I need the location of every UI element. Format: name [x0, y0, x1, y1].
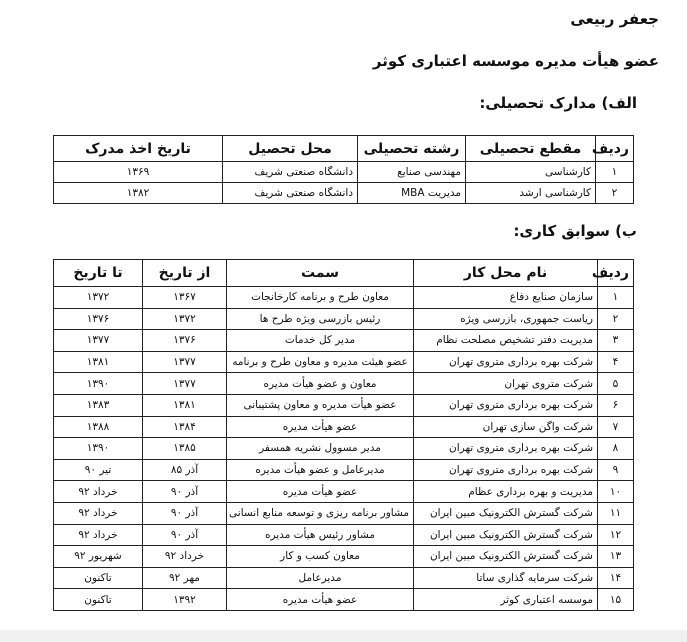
cell-from: ۱۳۸۵ [143, 438, 227, 460]
header-row-number: ردیف [596, 136, 634, 162]
header-date: تاریخ اخذ مدرک [54, 136, 223, 162]
table-row [54, 308, 634, 330]
cell-workplace: شرکت بهره برداری متروی تهران [414, 438, 598, 460]
cell-date: ۱۳۶۹ [54, 162, 223, 183]
cell-from: آذر ۹۰ [143, 481, 227, 503]
cell-title: مشاور برنامه ریزی و توسعه منابع انسانی [227, 502, 414, 524]
cell-place: دانشگاه صنعتی شریف [223, 162, 358, 183]
cell-workplace: شرکت گسترش الکترونیک مبین ایران [414, 546, 598, 568]
cell-workplace: مدیریت دفتر تشخیص مصلحت نظام [414, 330, 598, 352]
cell-row: ۴ [598, 351, 634, 373]
table-row [54, 351, 634, 373]
person-name: جعفر ربیعی [570, 10, 659, 28]
cell-from: ۱۳۷۲ [143, 308, 227, 330]
cell-to: ۱۳۸۱ [54, 351, 143, 373]
cell-to: ۱۳۸۸ [54, 416, 143, 438]
cell-title: معاون طرح و برنامه کارخانجات [227, 287, 414, 309]
header-place: محل تحصیل [223, 136, 358, 162]
cell-to: ۱۳۷۲ [54, 287, 143, 309]
education-table [53, 135, 634, 204]
cell-row: ۳ [598, 330, 634, 352]
cell-title: مدیر مسوول نشریه همسفر [227, 438, 414, 460]
cell-row: ۱۵ [598, 589, 634, 611]
cell-to: تاکنون [54, 589, 143, 611]
cell-from: آذر ۹۰ [143, 524, 227, 546]
table-row [54, 524, 634, 546]
cell-from: خرداد ۹۲ [143, 546, 227, 568]
cell-from: ۱۳۸۴ [143, 416, 227, 438]
education-heading: الف) مدارک تحصیلی: [479, 94, 637, 112]
header-from: از تاریخ [143, 260, 227, 287]
cell-from: آذر ۸۵ [143, 459, 227, 481]
cell-row: ۲ [598, 308, 634, 330]
career-table [53, 259, 634, 611]
cell-field: مهندسی صنایع [358, 162, 466, 183]
cell-level: کارشناسی ارشد [466, 183, 596, 204]
career-heading: ب) سوابق کاری: [513, 222, 637, 240]
cell-workplace: شرکت گسترش الکترونیک مبین ایران [414, 502, 598, 524]
table-row [54, 330, 634, 352]
cell-to: خرداد ۹۲ [54, 524, 143, 546]
cell-workplace: شرکت گسترش الکترونیک مبین ایران [414, 524, 598, 546]
cell-workplace: مدیریت و بهره برداری عظام [414, 481, 598, 503]
cell-to: خرداد ۹۲ [54, 481, 143, 503]
cell-title: عضو هیأت مدیره [227, 481, 414, 503]
cell-to: ۱۳۷۷ [54, 330, 143, 352]
cell-title: مدیرعامل و عضو هیأت مدیره [227, 459, 414, 481]
cell-from: ۱۳۷۷ [143, 351, 227, 373]
cell-field: مدیریت MBA [358, 183, 466, 204]
cell-to: ۱۳۹۰ [54, 438, 143, 460]
header-level: مقطع تحصیلی [466, 136, 596, 162]
cell-title: مدیر کل خدمات [227, 330, 414, 352]
cell-title: عضو هیأت مدیره [227, 416, 414, 438]
cell-workplace: شرکت بهره برداری متروی تهران [414, 459, 598, 481]
table-row [54, 394, 634, 416]
cell-title: عضو هیئت مدیره و معاون طرح و برنامه [227, 351, 414, 373]
table-row [54, 502, 634, 524]
cell-to: تاکنون [54, 567, 143, 589]
cell-workplace: شرکت متروی تهران [414, 373, 598, 395]
cell-workplace: شرکت واگن سازی تهران [414, 416, 598, 438]
cell-to: ۱۳۷۶ [54, 308, 143, 330]
cell-row: ۷ [598, 416, 634, 438]
cell-row: ۹ [598, 459, 634, 481]
cell-from: ۱۳۷۶ [143, 330, 227, 352]
person-position: عضو هیأت مدیره موسسه اعتباری کوثر [372, 52, 659, 70]
cell-from: ۱۳۸۱ [143, 394, 227, 416]
header-row-number: ردیف [598, 260, 634, 287]
cell-title: عضو هیأت مدیره و معاون پشتیبانی [227, 394, 414, 416]
table-row [54, 546, 634, 568]
table-row [54, 162, 634, 183]
header-workplace: نام محل کار [414, 260, 598, 287]
cell-row: ۲ [596, 183, 634, 204]
cell-workplace: سازمان صنایع دفاع [414, 287, 598, 309]
cell-row: ۱۰ [598, 481, 634, 503]
cell-row: ۱۲ [598, 524, 634, 546]
cell-row: ۵ [598, 373, 634, 395]
cell-to: ۱۳۸۳ [54, 394, 143, 416]
cell-row: ۶ [598, 394, 634, 416]
cell-row: ۱ [596, 162, 634, 183]
career-header-row [54, 260, 634, 287]
cell-title: معاون کسب و کار [227, 546, 414, 568]
cell-workplace: شرکت بهره برداری متروی تهران [414, 351, 598, 373]
cell-level: کارشناسی [466, 162, 596, 183]
table-row [54, 183, 634, 204]
header-title: سمت [227, 260, 414, 287]
cell-title: عضو هیأت مدیره [227, 589, 414, 611]
table-row [54, 459, 634, 481]
cell-place: دانشگاه صنعتی شریف [223, 183, 358, 204]
cell-workplace: شرکت سرمایه گذاری ساتا [414, 567, 598, 589]
cell-from: آذر ۹۰ [143, 502, 227, 524]
cell-row: ۱۱ [598, 502, 634, 524]
cell-from: ۱۳۷۷ [143, 373, 227, 395]
cell-to: شهریور ۹۲ [54, 546, 143, 568]
cell-to: تیر ۹۰ [54, 459, 143, 481]
cell-row: ۱۳ [598, 546, 634, 568]
cell-title: رئیس بازرسی ویژه طرح ها [227, 308, 414, 330]
bottom-strip [0, 630, 687, 642]
cell-row: ۸ [598, 438, 634, 460]
table-row [54, 416, 634, 438]
cell-title: معاون و عضو هیأت مدیره [227, 373, 414, 395]
cell-to: ۱۳۹۰ [54, 373, 143, 395]
cell-workplace: ریاست جمهوری، بازرسی ویژه [414, 308, 598, 330]
cell-from: ۱۳۹۲ [143, 589, 227, 611]
cell-date: ۱۳۸۲ [54, 183, 223, 204]
cell-title: مدیرعامل [227, 567, 414, 589]
cell-to: خرداد ۹۲ [54, 502, 143, 524]
header-field: رشته تحصیلی [358, 136, 466, 162]
table-row [54, 438, 634, 460]
cell-row: ۱۴ [598, 567, 634, 589]
cell-row: ۱ [598, 287, 634, 309]
cell-workplace: شرکت بهره برداری متروی تهران [414, 394, 598, 416]
education-header-row [54, 136, 634, 162]
cell-from: مهر ۹۲ [143, 567, 227, 589]
table-row [54, 373, 634, 395]
cell-workplace: موسسه اعتباری کوثر [414, 589, 598, 611]
header-to: تا تاریخ [54, 260, 143, 287]
table-row [54, 481, 634, 503]
cell-from: ۱۳۶۷ [143, 287, 227, 309]
table-row [54, 287, 634, 309]
cell-title: مشاور رئیس هیأت مدیره [227, 524, 414, 546]
table-row [54, 589, 634, 611]
table-row [54, 567, 634, 589]
